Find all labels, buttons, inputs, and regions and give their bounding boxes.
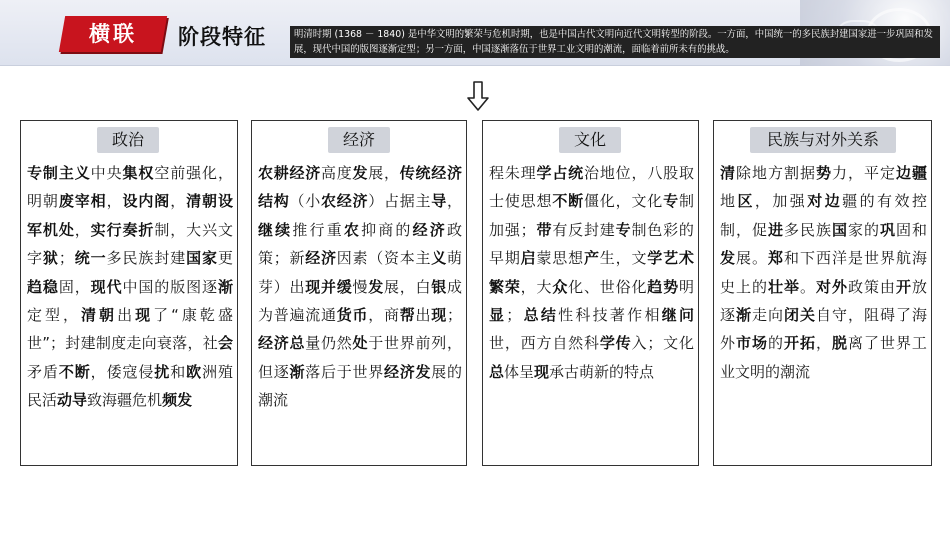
body-text: ， (106, 192, 123, 211)
body-text: ， (74, 220, 91, 239)
keyword-text: 发 (352, 164, 369, 182)
body-text: 出 (117, 306, 136, 325)
body-text: ； (446, 306, 462, 325)
body-text: 制，大兴文字 (27, 220, 233, 268)
keyword-text: 农耕经济 (258, 164, 321, 182)
body-text: 展，白 (383, 277, 432, 296)
body-text: 制加强； (489, 192, 694, 239)
keyword-text: 扰 (154, 362, 171, 381)
body-text: 和 (170, 362, 187, 381)
body-text: （小 (289, 192, 321, 211)
body-text: 致海疆危机 (87, 391, 163, 410)
keyword-text: 启 (520, 249, 537, 268)
keyword-text: 趋稳 (27, 277, 59, 296)
keyword-text: 学占统 (536, 164, 584, 182)
keyword-text: 渐 (289, 362, 306, 381)
body-text: 和下西洋是世界航海史上的 (720, 249, 927, 296)
keyword-text: 现 (431, 306, 447, 325)
keyword-text: 农 (343, 220, 362, 239)
keyword-text: 现代 (90, 277, 123, 296)
body-text: 僵化，文化 (583, 192, 664, 211)
body-text: ， (815, 334, 832, 353)
keyword-text: 继问 (661, 306, 694, 325)
keyword-text: 现并缓 (305, 277, 353, 296)
body-text: 于世界前列，但逐 (258, 334, 462, 381)
column-content (489, 159, 694, 386)
keyword-text: 国家 (186, 249, 218, 268)
body-text: 定型， (27, 306, 82, 325)
keyword-text: 壮举 (767, 277, 800, 296)
section-badge: 横联 (89, 22, 137, 46)
column-politics (20, 120, 238, 466)
body-text: 固， (58, 277, 91, 296)
keyword-text: 欧 (186, 362, 203, 381)
body-text: 落后于世界 (305, 362, 384, 381)
body-text: 高度 (320, 164, 353, 182)
keyword-text: 学艺术繁荣 (489, 249, 694, 296)
body-text: ，加强 (754, 192, 808, 211)
body-text: ，大 (520, 277, 553, 296)
keyword-text: 渐 (736, 306, 752, 325)
keyword-text: 设内阁 (122, 192, 171, 211)
keyword-text: 郑 (768, 249, 784, 268)
body-text: 地 (720, 192, 738, 211)
column-title: 文化 (559, 127, 621, 153)
keyword-text: 频发 (162, 391, 193, 410)
keyword-text: 集权 (122, 164, 155, 182)
body-text: 家的 (847, 220, 880, 239)
keyword-text: 闭关 (784, 306, 816, 325)
body-text: 承古萌新的特点 (549, 362, 655, 381)
body-text: 力，平定 (831, 164, 896, 182)
keyword-text: 学传 (599, 334, 632, 353)
keyword-text: 趋势 (647, 277, 679, 296)
body-text: 政策由 (847, 277, 896, 296)
body-text: 量仍然 (305, 334, 353, 353)
body-text: 出 (415, 306, 432, 325)
keyword-text: 势 (815, 164, 832, 182)
keyword-text: 传统经济结构 (258, 164, 462, 211)
keyword-text: 专 (663, 192, 679, 211)
keyword-text: 实行奏折 (90, 220, 155, 239)
body-text: 因素（资本主 (336, 249, 432, 268)
body-text: ； (506, 306, 522, 325)
keyword-text: 开 (895, 277, 912, 296)
column-title: 经济 (328, 127, 390, 153)
keyword-text: 进 (767, 220, 784, 239)
body-text: 放逐 (720, 277, 927, 325)
body-text: 中央 (90, 164, 123, 182)
keyword-text: 经济 (412, 220, 447, 239)
column-ethnic-foreign-relations (713, 120, 932, 466)
body-text: 治地位，八股取士使思想 (489, 164, 694, 211)
keyword-text: 脱 (831, 334, 848, 353)
keyword-text: 总结 (521, 306, 559, 325)
keyword-text: 国 (831, 220, 848, 239)
column-content (720, 159, 927, 386)
body-text: 慢 (352, 277, 369, 296)
body-text: 化、世俗化 (568, 277, 648, 296)
keyword-text: 对边 (807, 192, 843, 211)
keyword-text: 清朝设军机处 (27, 192, 233, 239)
keyword-text: 清朝 (81, 306, 118, 325)
column-title: 民族与对外关系 (750, 127, 896, 153)
body-text: 世，西方自然科 (489, 334, 600, 353)
keyword-text: 专 (615, 220, 632, 239)
keyword-text: 清 (720, 164, 736, 182)
body-text: 更 (217, 249, 233, 268)
keyword-text: 带 (535, 220, 553, 239)
keyword-text: 统一 (73, 249, 107, 268)
body-text: 萌芽）出 (258, 249, 462, 296)
keyword-text: 动 (57, 391, 73, 410)
body-text: 中国的版图逐 (122, 277, 218, 296)
keyword-text: 导 (72, 391, 88, 410)
keyword-text: 区 (737, 192, 755, 211)
body-text: 自守，阻碍了海外 (720, 306, 927, 353)
keyword-text: 经济 (305, 249, 337, 268)
keyword-text: 帮 (399, 306, 416, 325)
keyword-text: 银 (431, 277, 447, 296)
keyword-text: 狱 (42, 249, 59, 268)
keyword-text: 经济总 (258, 334, 306, 353)
keyword-text: 导 (431, 192, 447, 211)
keyword-text: 现 (135, 306, 154, 325)
body-text: 政策；新 (258, 220, 462, 268)
body-text: 入；文化 (631, 334, 694, 353)
body-text: ）占据主 (368, 192, 432, 211)
keyword-text: 开拓 (783, 334, 816, 353)
keyword-text: 现 (534, 362, 550, 381)
body-text: ，商 (368, 306, 400, 325)
body-text: 性科技著作相 (558, 306, 662, 325)
intro-text: 明清时期 (1368 － 1840) 是中华文明的繁荣与危机时期，也是中国古代文明向近代文明转型的阶段。一方面，中国统一的多民族封建国家进一步巩固和发展，现代中国的版图逐渐定型；另一方面，中国逐渐落伍于世界工业文明的潮流，面临着前所未有的挑战。 (294, 29, 933, 55)
keyword-text: 不断 (552, 192, 584, 211)
column-title: 政治 (97, 127, 159, 153)
body-text: 。 (799, 277, 816, 296)
body-text: ， (170, 192, 187, 211)
body-text: 走向 (752, 306, 784, 325)
keyword-text: 总 (489, 362, 505, 381)
body-text: 成为普遍流通 (258, 277, 462, 325)
column-culture (482, 120, 699, 466)
keyword-text: 对外 (815, 277, 848, 296)
body-text: ，倭寇侵 (90, 362, 155, 381)
body-text: 体呈 (504, 362, 535, 381)
keyword-text: 发 (368, 277, 384, 296)
keyword-text: 边疆 (895, 164, 927, 182)
body-text: 疆的有效控制，促 (720, 192, 927, 239)
body-text: 的 (767, 334, 784, 353)
keyword-text: 会 (217, 334, 233, 353)
keyword-text: 产 (583, 249, 600, 268)
body-text: 生，文 (599, 249, 648, 268)
body-text: 推行重 (292, 220, 344, 239)
keyword-text: 专制主义 (27, 164, 91, 182)
keyword-text: 发 (720, 249, 736, 268)
body-text: ， (446, 192, 462, 211)
column-economy (251, 120, 467, 466)
body-text: 空前强化，明朝 (27, 164, 233, 211)
body-text: 展， (368, 164, 400, 182)
body-text: 矛盾 (27, 362, 59, 381)
keyword-text: 处 (352, 334, 369, 353)
body-text: 洲殖民活 (27, 362, 233, 410)
keyword-text: 巩 (879, 220, 896, 239)
body-text: 固和 (895, 220, 927, 239)
keyword-text: 义 (431, 249, 447, 268)
body-text: 除地方割据 (736, 164, 816, 182)
keyword-text: 渐 (217, 277, 233, 296)
body-text: 抑商的 (361, 220, 413, 239)
keyword-text: 废宰相 (58, 192, 107, 211)
body-text: 展的潮流 (258, 362, 462, 410)
keyword-text: 继续 (258, 220, 293, 239)
body-text: 蒙思想 (536, 249, 584, 268)
body-text: 明 (678, 277, 694, 296)
body-text: 展。 (736, 249, 768, 268)
body-text: 离了世界工业文明的潮流 (720, 334, 927, 381)
keyword-text: 众 (552, 277, 569, 296)
body-text: 多民族封建 (106, 249, 187, 268)
keyword-text: 市场 (736, 334, 768, 353)
keyword-text: 货币 (336, 306, 369, 325)
column-content (258, 159, 462, 415)
keyword-text: 不断 (58, 362, 91, 381)
body-text: 程朱理 (489, 164, 537, 182)
down-arrow-icon (466, 80, 490, 112)
body-text: 多民族 (783, 220, 832, 239)
keyword-text: 经济发 (383, 362, 432, 381)
column-content (27, 159, 233, 415)
keyword-text: 显 (489, 306, 507, 325)
body-text: 制色彩的早期 (489, 220, 694, 268)
body-text: ； (58, 249, 74, 268)
page-title: 阶段特征 (178, 25, 266, 49)
keyword-text: 农经济 (321, 192, 369, 211)
body-text: 了“康乾盛世”；封建制度走向衰落，社 (27, 306, 233, 353)
body-text: 有反封建 (552, 220, 616, 239)
